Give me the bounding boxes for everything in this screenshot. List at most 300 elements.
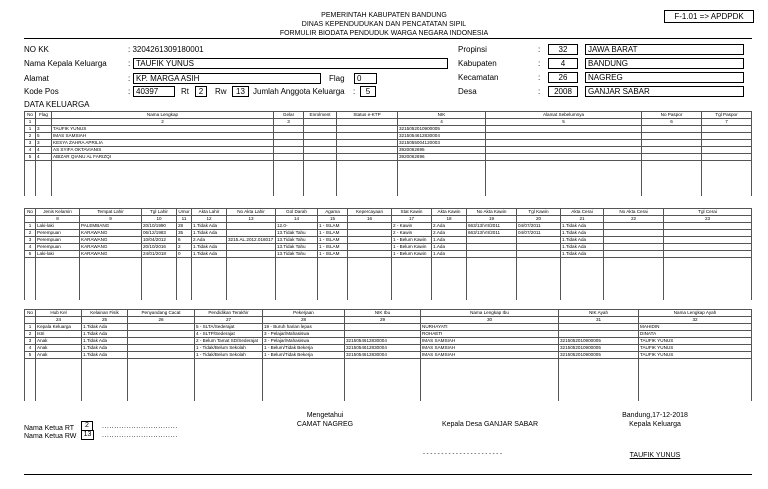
table-cell xyxy=(348,265,392,272)
table-cell xyxy=(337,161,398,168)
table-row xyxy=(25,147,752,154)
table-cell xyxy=(192,293,227,300)
ketua-rw-field: 13 xyxy=(81,430,94,440)
table-cell xyxy=(274,182,304,189)
column-header: No Paspor xyxy=(642,112,702,119)
table-empty-row xyxy=(25,168,752,175)
table-cell: MAHIDIN xyxy=(639,324,752,331)
table-cell xyxy=(517,286,561,293)
table-cell xyxy=(80,265,142,272)
table-cell xyxy=(604,293,664,300)
column-number: 22 xyxy=(604,216,664,223)
column-header: Tgl Cerai xyxy=(664,209,752,216)
table-cell: 2 xyxy=(25,133,36,140)
table-cell xyxy=(263,366,345,373)
colon: : xyxy=(353,87,356,96)
table-cell xyxy=(604,265,664,272)
table-cell xyxy=(517,265,561,272)
table-row xyxy=(25,244,752,251)
table-cell xyxy=(177,272,192,279)
column-number: 3 xyxy=(274,119,304,126)
table-cell xyxy=(467,279,517,286)
table-row xyxy=(25,338,752,345)
column-number: 20 xyxy=(517,216,561,223)
table-cell: 13.Tidak Tahu xyxy=(276,244,318,251)
table-cell xyxy=(517,279,561,286)
alamat-field: KP. MARGA ASIH xyxy=(133,73,321,84)
table-cell xyxy=(486,154,642,161)
table-cell xyxy=(36,366,82,373)
table-cell: Anak xyxy=(36,345,82,352)
table-cell xyxy=(398,175,486,182)
column-number: 29 xyxy=(345,317,421,324)
column-number xyxy=(36,119,52,126)
table-row xyxy=(25,223,752,230)
kode-pos-field: 40397 xyxy=(133,86,175,97)
table-cell xyxy=(36,272,80,279)
column-number: 21 xyxy=(561,216,604,223)
table-cell xyxy=(304,161,337,168)
column-number: 10 xyxy=(142,216,177,223)
table-cell xyxy=(128,366,195,373)
kode-pos-label: Kode Pos xyxy=(24,87,59,96)
column-header: NIK xyxy=(398,112,486,119)
column-header: Stat Kawin xyxy=(392,209,432,216)
table-cell xyxy=(80,258,142,265)
table-cell xyxy=(177,293,192,300)
table-cell: 13.Tidak Tahu xyxy=(276,237,318,244)
table-cell: 4 xyxy=(25,345,36,352)
table-row xyxy=(25,251,752,258)
rw-field: 13 xyxy=(232,86,249,97)
table-cell: 3215052010900005 xyxy=(559,352,639,359)
table-empty-row xyxy=(25,293,752,300)
column-number: 18 xyxy=(432,216,467,223)
table-cell xyxy=(36,168,52,175)
table-cell xyxy=(517,272,561,279)
table-cell: KARAWANG xyxy=(80,237,142,244)
column-number: 8 xyxy=(36,216,80,223)
table-cell xyxy=(345,394,421,401)
desa-code: 2008 xyxy=(548,86,578,97)
table-cell xyxy=(195,359,263,366)
table-cell xyxy=(52,161,274,168)
table-cell xyxy=(642,189,702,196)
table-cell xyxy=(263,387,345,394)
table-cell: 1.Tidak Ada xyxy=(561,223,604,230)
table-cell xyxy=(664,244,752,251)
table-cell xyxy=(604,258,664,265)
table-cell xyxy=(318,265,348,272)
table-header-row xyxy=(25,310,752,317)
table-cell: 3 xyxy=(36,126,52,133)
table-cell: IMAS SAMSIAH xyxy=(52,133,274,140)
table-cell xyxy=(276,272,318,279)
table-cell xyxy=(664,230,752,237)
table-cell xyxy=(398,189,486,196)
table-cell xyxy=(348,272,392,279)
table-header-row xyxy=(25,112,752,119)
column-number: 1 xyxy=(25,119,36,126)
table-cell xyxy=(177,258,192,265)
table-cell: 3215052010900005 xyxy=(559,338,639,345)
table-cell: 3920062696 xyxy=(398,154,486,161)
table-cell xyxy=(561,293,604,300)
table-cell xyxy=(304,147,337,154)
table-column-number-row xyxy=(25,119,752,126)
table-cell xyxy=(263,359,345,366)
desa-name: GANJAR SABAR xyxy=(585,86,744,97)
table-cell: TAUFIK YUNUS xyxy=(52,126,274,133)
table-cell: 1.Tidak Ada xyxy=(561,237,604,244)
column-number xyxy=(337,119,398,126)
table-cell xyxy=(25,189,36,196)
table-cell xyxy=(642,161,702,168)
table-cell: KARAWANG xyxy=(80,230,142,237)
kecamatan-code: 26 xyxy=(548,72,578,83)
table-cell: 2 xyxy=(25,331,36,338)
table-cell xyxy=(274,161,304,168)
table-cell xyxy=(345,380,421,387)
table-cell: 5 xyxy=(36,133,52,140)
colon: : xyxy=(538,45,541,54)
table-cell xyxy=(664,272,752,279)
header-rule xyxy=(24,38,752,39)
table-cell: Kepala Keluarga xyxy=(36,324,82,331)
table-cell xyxy=(177,265,192,272)
table-cell xyxy=(345,331,421,338)
table-cell: 1.Tidak Ada xyxy=(82,324,128,331)
table-cell xyxy=(128,387,195,394)
table-row xyxy=(25,331,752,338)
table-cell xyxy=(25,168,36,175)
table-cell: 20/10/2016 xyxy=(142,244,177,251)
table-cell: 1.Tidak Ada xyxy=(82,338,128,345)
column-number xyxy=(25,317,36,324)
kabupaten-name: BANDUNG xyxy=(585,58,744,69)
table-cell xyxy=(702,140,752,147)
flag-label: Flag xyxy=(329,74,345,83)
table-cell: IMAS SAMSIAH xyxy=(421,352,559,359)
column-number: 27 xyxy=(195,317,263,324)
colon: : xyxy=(538,87,541,96)
column-header: Nama Lengkap Ayah xyxy=(639,310,752,317)
table-cell xyxy=(52,168,274,175)
table-cell xyxy=(52,175,274,182)
table-cell: 2 xyxy=(177,244,192,251)
table-cell xyxy=(25,359,36,366)
table-cell: 35 xyxy=(177,230,192,237)
table-cell xyxy=(36,279,80,286)
table-cell xyxy=(177,286,192,293)
table-cell xyxy=(192,258,227,265)
table-cell xyxy=(337,133,398,140)
table-cell xyxy=(432,265,467,272)
header-line-2: DINAS KEPENDUDUKAN DAN PENCATATAN SIPIL xyxy=(301,21,467,28)
table-row xyxy=(25,230,752,237)
table-cell xyxy=(604,230,664,237)
column-header: Nama Lengkap Ibu xyxy=(421,310,559,317)
column-number: 11 xyxy=(177,216,192,223)
table-cell xyxy=(517,293,561,300)
table-cell: ABIZAR QIANU AL FARIZQI xyxy=(52,154,274,161)
table-cell xyxy=(52,182,274,189)
table-cell xyxy=(227,251,276,258)
table-cell: 06/12/1983 xyxy=(142,230,177,237)
table-cell xyxy=(82,380,128,387)
table-empty-row xyxy=(25,366,752,373)
table-cell: KARAWANG xyxy=(80,251,142,258)
table-cell xyxy=(25,279,36,286)
table-cell xyxy=(128,338,195,345)
table-cell: 1.Tidak Ada xyxy=(192,244,227,251)
table-cell: 1 - Belum Kawin xyxy=(392,237,432,244)
table-cell: 3215055004120003 xyxy=(398,140,486,147)
table-cell xyxy=(664,286,752,293)
table-cell: 1.Tidak Ada xyxy=(82,331,128,338)
table-cell xyxy=(467,237,517,244)
column-header: Pekerjaan xyxy=(263,310,345,317)
column-number: 23 xyxy=(664,216,752,223)
column-number: 6 xyxy=(642,119,702,126)
table-cell xyxy=(486,133,642,140)
table-cell xyxy=(604,237,664,244)
table-cell xyxy=(702,154,752,161)
table-cell xyxy=(604,251,664,258)
table-cell xyxy=(192,279,227,286)
table-cell xyxy=(517,244,561,251)
table-cell xyxy=(559,380,639,387)
column-header: Tgl Kawin xyxy=(517,209,561,216)
table-row xyxy=(25,154,752,161)
table-row xyxy=(25,126,752,133)
table-cell xyxy=(192,265,227,272)
table-cell xyxy=(128,331,195,338)
table-empty-row xyxy=(25,359,752,366)
table-cell xyxy=(318,293,348,300)
table-cell xyxy=(337,154,398,161)
table-cell: Laki-laki xyxy=(36,223,80,230)
table-empty-row xyxy=(25,373,752,380)
table-cell: 1.Tidak Ada xyxy=(561,244,604,251)
table-cell xyxy=(25,366,36,373)
form-code: F-1.01 => APDPDK xyxy=(664,10,754,23)
table-cell: 1.Ada xyxy=(432,244,467,251)
table-cell: 2.Ada xyxy=(192,237,227,244)
table-empty-row xyxy=(25,161,752,168)
table-cell xyxy=(421,387,559,394)
table-cell xyxy=(192,272,227,279)
table-cell xyxy=(318,258,348,265)
table-cell: 1.Tidak Ada xyxy=(192,251,227,258)
table-cell xyxy=(25,373,36,380)
table-cell xyxy=(392,272,432,279)
table-cell xyxy=(52,189,274,196)
table-cell: 4 xyxy=(25,244,36,251)
column-header: Jenis Kelamin xyxy=(36,209,80,216)
table-cell xyxy=(177,279,192,286)
table-cell xyxy=(702,189,752,196)
table-cell xyxy=(36,258,80,265)
column-header: No Akta Kawin xyxy=(467,209,517,216)
table-cell xyxy=(263,394,345,401)
table-cell xyxy=(561,279,604,286)
table-cell: 1.Tidak Ada xyxy=(82,345,128,352)
ketua-rt-dots: ............................... xyxy=(102,423,178,430)
table-cell xyxy=(82,359,128,366)
table-cell xyxy=(398,182,486,189)
kecamatan-name: NAGREG xyxy=(585,72,744,83)
table-cell: ROHAETI xyxy=(421,331,559,338)
table-cell xyxy=(304,175,337,182)
column-number: 25 xyxy=(82,317,128,324)
table-cell xyxy=(227,293,276,300)
table-cell xyxy=(664,237,752,244)
table-cell: 4 xyxy=(36,154,52,161)
table-cell xyxy=(80,293,142,300)
table-cell xyxy=(142,258,177,265)
table-cell xyxy=(432,286,467,293)
flag-field: 0 xyxy=(354,73,377,84)
table-cell xyxy=(432,258,467,265)
table-cell xyxy=(348,279,392,286)
column-header: Akta Kawin xyxy=(432,209,467,216)
column-number: 28 xyxy=(263,317,345,324)
table-cell xyxy=(25,387,36,394)
colon: : xyxy=(128,87,131,96)
table-cell xyxy=(639,373,752,380)
table-cell xyxy=(276,265,318,272)
table-cell xyxy=(128,345,195,352)
table-cell: Perempuan xyxy=(36,230,80,237)
table-cell xyxy=(467,265,517,272)
table-cell xyxy=(702,182,752,189)
table-cell: 2 - Kawin xyxy=(392,223,432,230)
table-cell xyxy=(25,394,36,401)
table-empty-row xyxy=(25,265,752,272)
table-cell xyxy=(348,251,392,258)
table-cell xyxy=(337,189,398,196)
table-cell: Laki-laki xyxy=(36,251,80,258)
table-cell: TAUFIK YUNUS xyxy=(639,352,752,359)
table-cell: 3920062695 xyxy=(398,147,486,154)
table-cell xyxy=(642,182,702,189)
table-cell: TAUFIK YUNUS xyxy=(639,345,752,352)
table-cell xyxy=(559,394,639,401)
table-cell xyxy=(227,244,276,251)
table-cell xyxy=(36,373,82,380)
table-cell xyxy=(664,258,752,265)
column-header: Umur xyxy=(178,209,190,215)
table-cell xyxy=(432,279,467,286)
table-cell: 1 - Tidak/Belum Sekolah xyxy=(195,352,263,359)
table-cell xyxy=(486,147,642,154)
table-cell: 3215052010900005 xyxy=(398,126,486,133)
table-cell: 3215.AL.2012.016017 xyxy=(227,237,276,244)
table-cell xyxy=(195,387,263,394)
table-cell xyxy=(80,286,142,293)
table-empty-row xyxy=(25,189,752,196)
ketua-rt-field: 2 xyxy=(81,421,93,431)
table-cell xyxy=(486,140,642,147)
table-cell xyxy=(337,175,398,182)
table-cell xyxy=(392,279,432,286)
kecamatan-label: Kecamatan xyxy=(458,73,499,82)
table-cell xyxy=(604,286,664,293)
table-cell: 3 - Pelajar/Mahasiswa xyxy=(263,338,345,345)
table-cell: 1 - Belum/Tidak Bekerja xyxy=(263,345,345,352)
footer-rule xyxy=(24,474,752,475)
table-empty-row xyxy=(25,387,752,394)
colon: : xyxy=(128,74,131,83)
family-members-table xyxy=(24,111,752,196)
table-cell xyxy=(467,251,517,258)
column-header: Alamat Sebelumnya xyxy=(486,112,642,119)
table-cell xyxy=(345,324,421,331)
table-cell: 3 xyxy=(25,338,36,345)
table-cell: 3 - Pelajar/Mahasiswa xyxy=(263,331,345,338)
table-cell xyxy=(128,324,195,331)
table-cell xyxy=(318,286,348,293)
table-cell: 3215054612830004 xyxy=(345,345,421,352)
column-header: Status e-KTP xyxy=(337,112,398,119)
column-header: Tgl Paspor xyxy=(702,112,752,119)
kepala-keluarga-field: TAUFIK YUNUS xyxy=(133,58,448,69)
table-cell xyxy=(36,359,82,366)
kabupaten-code: 4 xyxy=(548,58,578,69)
table-cell xyxy=(639,380,752,387)
column-number: 24 xyxy=(36,317,82,324)
column-header: Tempat Lahir xyxy=(80,209,142,216)
table-cell: Anak xyxy=(36,338,82,345)
table-cell: TAUFIK YUNUS xyxy=(639,338,752,345)
table-cell xyxy=(348,223,392,230)
table-cell: 1 - ISLAM xyxy=(318,244,348,251)
table-cell xyxy=(517,237,561,244)
table-cell xyxy=(128,373,195,380)
table-cell xyxy=(142,265,177,272)
table-cell xyxy=(486,189,642,196)
rt-field: 2 xyxy=(195,86,207,97)
column-header: Akta Lahir xyxy=(192,209,227,216)
table-column-number-row xyxy=(25,317,752,324)
table-cell xyxy=(36,182,52,189)
table-cell xyxy=(467,293,517,300)
table-empty-row xyxy=(25,380,752,387)
table-cell xyxy=(192,286,227,293)
table-cell: 3215054612830004 xyxy=(398,133,486,140)
table-cell xyxy=(304,140,337,147)
table-cell xyxy=(642,133,702,140)
camat-label: CAMAT NAGREG xyxy=(296,421,354,428)
table-cell xyxy=(82,387,128,394)
table-cell xyxy=(82,394,128,401)
table-empty-row xyxy=(25,272,752,279)
table-cell xyxy=(348,244,392,251)
table-cell xyxy=(274,154,304,161)
column-number: 26 xyxy=(128,317,195,324)
table-cell xyxy=(227,272,276,279)
mengetahui-label: Mengetahui xyxy=(306,412,344,419)
table-empty-row xyxy=(25,279,752,286)
table-cell xyxy=(36,161,52,168)
place-date: Bandung,17-12-2018 xyxy=(622,412,688,419)
column-number: 19 xyxy=(467,216,517,223)
column-number: 17 xyxy=(392,216,432,223)
table-cell: 1.Tidak Ada xyxy=(561,251,604,258)
column-header: No xyxy=(25,209,36,216)
table-cell: 5 xyxy=(25,154,36,161)
